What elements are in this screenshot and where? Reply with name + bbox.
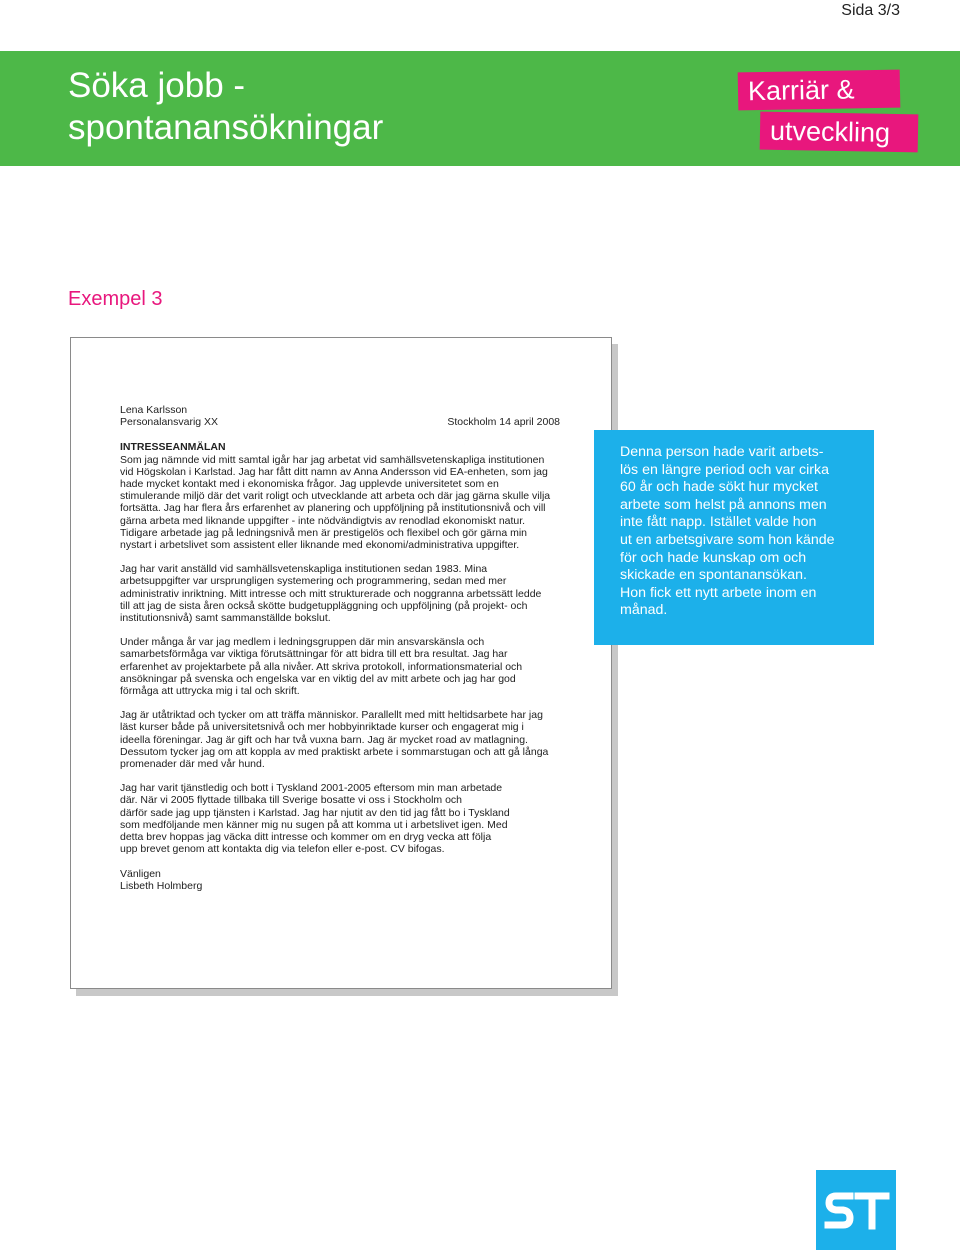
st-logo-graphic [816,1170,896,1250]
letter-heading: INTRESSEANMÄLAN [120,441,226,454]
sender-title: Personalansvarig XX [120,416,219,429]
sender-row [120,416,560,428]
letter-paragraph: Jag har varit anställd vid samhällsvetenskapliga institutionen sedan 1983. Mina arbetsuppgifter var ursprungligen systemering och programmering, sedan med mer administrativ inriktning. Mitt intresse och mitt strukturerade och noggranna arbetssätt ledde till att jag de sista åren också skötte budgetuppläggning och uppföljning (på projekt- och institutionsnivå) samt sammanställde bokslut. [120,563,542,625]
category-badge-line1: Karriär & [738,70,901,111]
page-title [68,65,383,149]
callout-box: Denna person hade varit arbets- lös en längre period och var cirka 60 år och hade sökt hur mycket arbete som helst på annons men inte fått napp. Istället valde hon ut en arbetsgivare som hon kände för och hade kunskap om och skickade en spontanansökan. Hon fick ett nytt arbete inom en månad. [594,430,874,645]
letter-paragraph: Under många år var jag medlem i ledningsgruppen där min ansvarskänsla och samarbetsförmåga var viktiga förutsättningar för att bidra till ett bra resultat. Jag har erfarenhet av projektarbete på alla nivåer. Att skriva protokoll, informationsmaterial och ansökningar på svenska och engelska var en viktig del av mitt arbete och jag har god förmåga att uttrycka mig i tal och skrift. [120,636,523,698]
place-date: Stockholm 14 april 2008 [447,416,560,429]
st-logo-icon [816,1170,896,1250]
page-number: Sida 3/3 [841,2,900,19]
letter-sheet [70,337,612,989]
letter-paragraph: Jag har varit tjänstledig och bott i Tyskland 2001-2005 eftersom min man arbetade där. När vi 2005 flyttade tillbaka till Sverige bosatte vi oss i Stockholm och därför sade jag upp tjänsten i Karlstad. Jag har njutit av den tid jag fått bo i Tyskland som medföljande men känner mig nu sugen på att komma ut i arbetslivet igen. Med detta brev hoppas jag väcka ditt intresse och kommer om en dryg vecka att följa upp brevet genom att kontakta dig via telefon eller e-post. CV bifogas. [120,782,510,856]
page-title-line2: spontanansökningar [68,108,384,147]
category-badge-line2: utveckling [760,112,919,153]
letter-body [120,404,560,892]
sender-name: Lena Karlsson [120,404,188,416]
letter-paragraph: Jag är utåtriktad och tycker om att träffa människor. Parallellt med mitt heltidsarbete har jag läst kurser både på universitetsnivå och mer hobbyinriktade kurser och engagerat mig i ideella föreningar. Jag är gift och har två vuxna barn. Jag är mycket road av matlagning. Dessutom tycker jag om att koppla av med praktiskt arbete i sommarstugan och att gå långa promenader där med vår hund. [120,709,549,771]
header-banner [0,51,960,166]
example-heading: Exempel 3 [68,288,163,310]
letter-paragraph: Som jag nämnde vid mitt samtal igår har jag arbetat vid samhällsvetenskapliga institutionen vid Högskolan i Karlstad. Jag har fått ditt namn av Anna Andersson vid EA-enheten, som jag hade mycket kontakt med i ekonomiska frågor. Jag upplevde universitetet som en stimulerande miljö där det varit roligt och utvecklande att arbeta och där jag gärna skulle vilja fortsätta. Jag har flera års erfarenhet av planering och uppföljning på institutionsnivå och vill gärna arbeta med liknande uppgifter - inte nödvändigtvis av renodlad ekonomiskt natur. Tidigare arbetade jag på ledningsnivå men är prestigelös och flexibel och gör gärna min nystart i arbetslivet som assistent eller liknande med ekonomi/administrativa uppgifter. [120,453,551,552]
page-title-line1: Söka jobb - [68,66,246,105]
letter-signature: Lisbeth Holmberg [120,879,203,892]
letter-closing: Vänligen [120,867,161,880]
